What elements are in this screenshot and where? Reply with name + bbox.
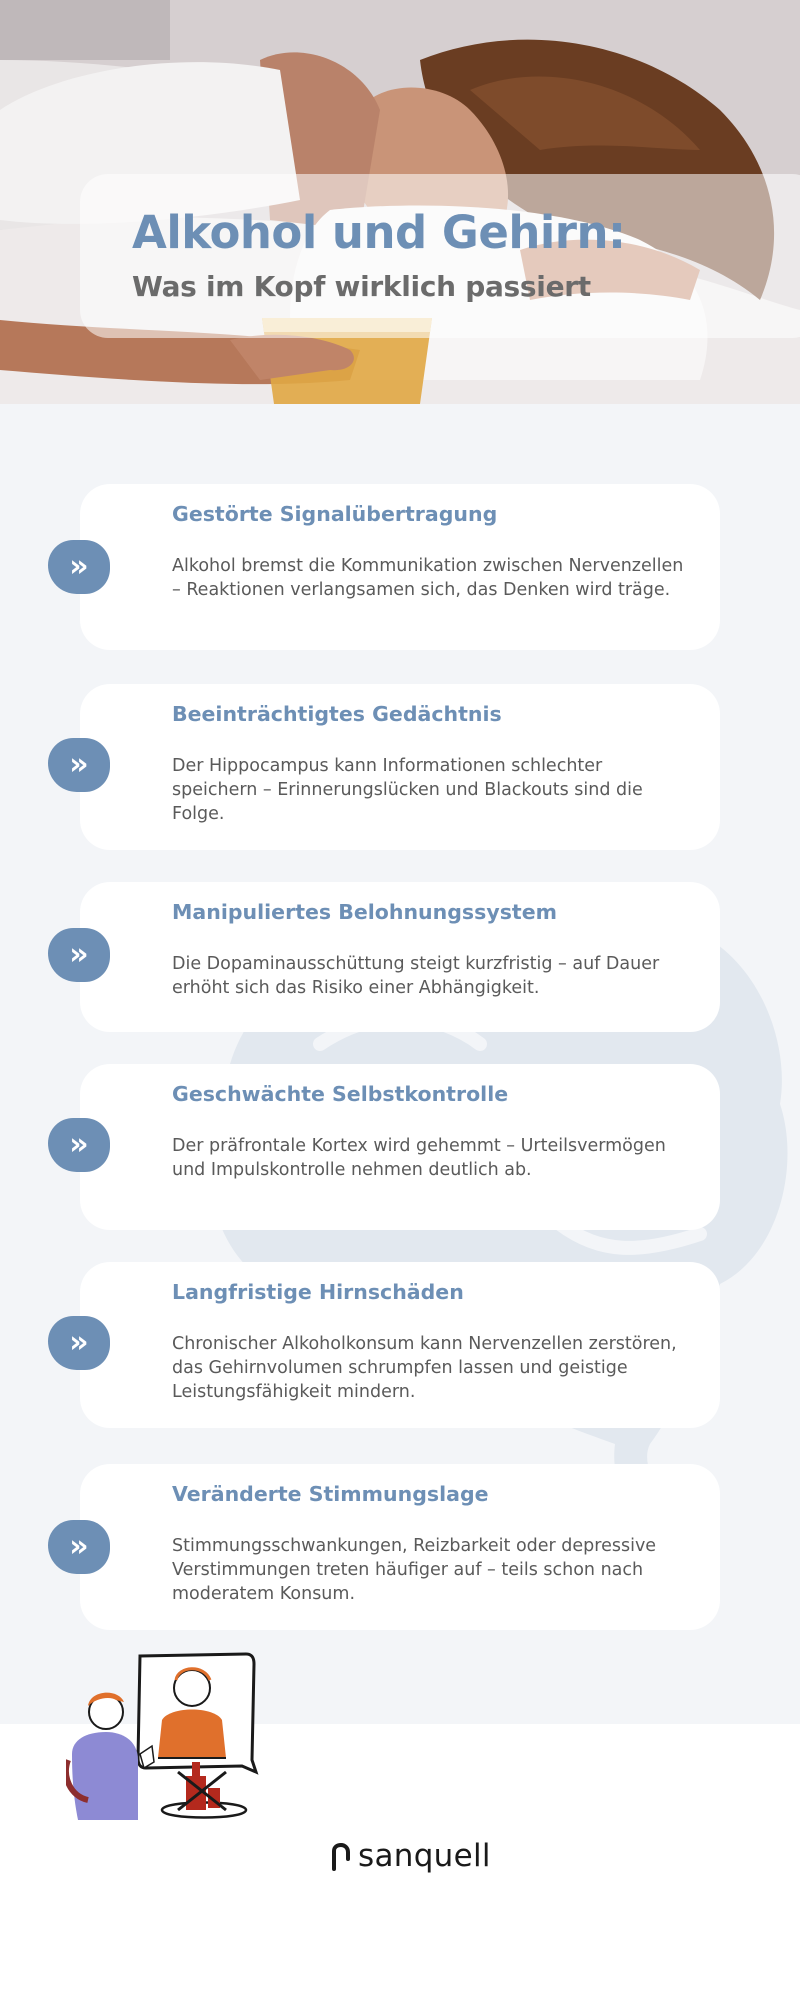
- card-title: Geschwächte Selbstkontrolle: [172, 1082, 509, 1106]
- card-title: Beeinträchtigtes Gedächtnis: [172, 702, 502, 726]
- hero-banner: [0, 0, 800, 404]
- card-title: Langfristige Hirnschäden: [172, 1280, 464, 1304]
- consultation-illustration: [66, 1650, 266, 1825]
- sanquell-logo-icon: [331, 1843, 351, 1871]
- card-text: Der präfrontale Kortex wird gehemmt – Urteilsvermögen und Impulskontrolle nehmen deutlich ab.: [172, 1136, 666, 1180]
- card-title: Gestörte Signalübertragung: [172, 502, 498, 526]
- card-title: Manipuliertes Belohnungssystem: [172, 900, 557, 924]
- double-chevron-right-icon: »: [48, 738, 110, 792]
- card-signal-transmission: [80, 484, 720, 650]
- brand-logo-text: sanquell: [358, 1838, 491, 1874]
- double-chevron-right-icon: »: [48, 928, 110, 982]
- card-brain-damage: [80, 1262, 720, 1428]
- card-title: Veränderte Stimmungslage: [172, 1482, 489, 1506]
- card-mood: [80, 1464, 720, 1630]
- page-subtitle: Was im Kopf wirklich passiert: [132, 270, 591, 303]
- card-text: Der Hippocampus kann Informationen schlechter speichern – Erinnerungslücken und Blackouts sind die Folge.: [172, 756, 643, 824]
- card-memory: [80, 684, 720, 850]
- double-chevron-right-icon: »: [48, 1118, 110, 1172]
- page-title: Alkohol und Gehirn:: [132, 206, 626, 259]
- card-text: Chronischer Alkoholkonsum kann Nervenzellen zerstören, das Gehirnvolumen schrumpfen lassen und geistige Leistungsfähigkeit mindern.: [172, 1334, 677, 1402]
- card-text: Stimmungsschwankungen, Reizbarkeit oder depressive Verstimmungen treten häufiger auf – teils schon nach moderatem Konsum.: [172, 1536, 657, 1604]
- double-chevron-right-icon: »: [48, 1316, 110, 1370]
- double-chevron-right-icon: »: [48, 540, 110, 594]
- card-reward-system: [80, 882, 720, 1032]
- card-text: Alkohol bremst die Kommunikation zwischen Nervenzellen – Reaktionen verlangsamen sich, das Denken wird träge.: [172, 556, 684, 600]
- card-self-control: [80, 1064, 720, 1230]
- card-text: Die Dopaminausschüttung steigt kurzfristig – auf Dauer erhöht sich das Risiko einer Abhängigkeit.: [172, 954, 660, 998]
- double-chevron-right-icon: »: [48, 1520, 110, 1574]
